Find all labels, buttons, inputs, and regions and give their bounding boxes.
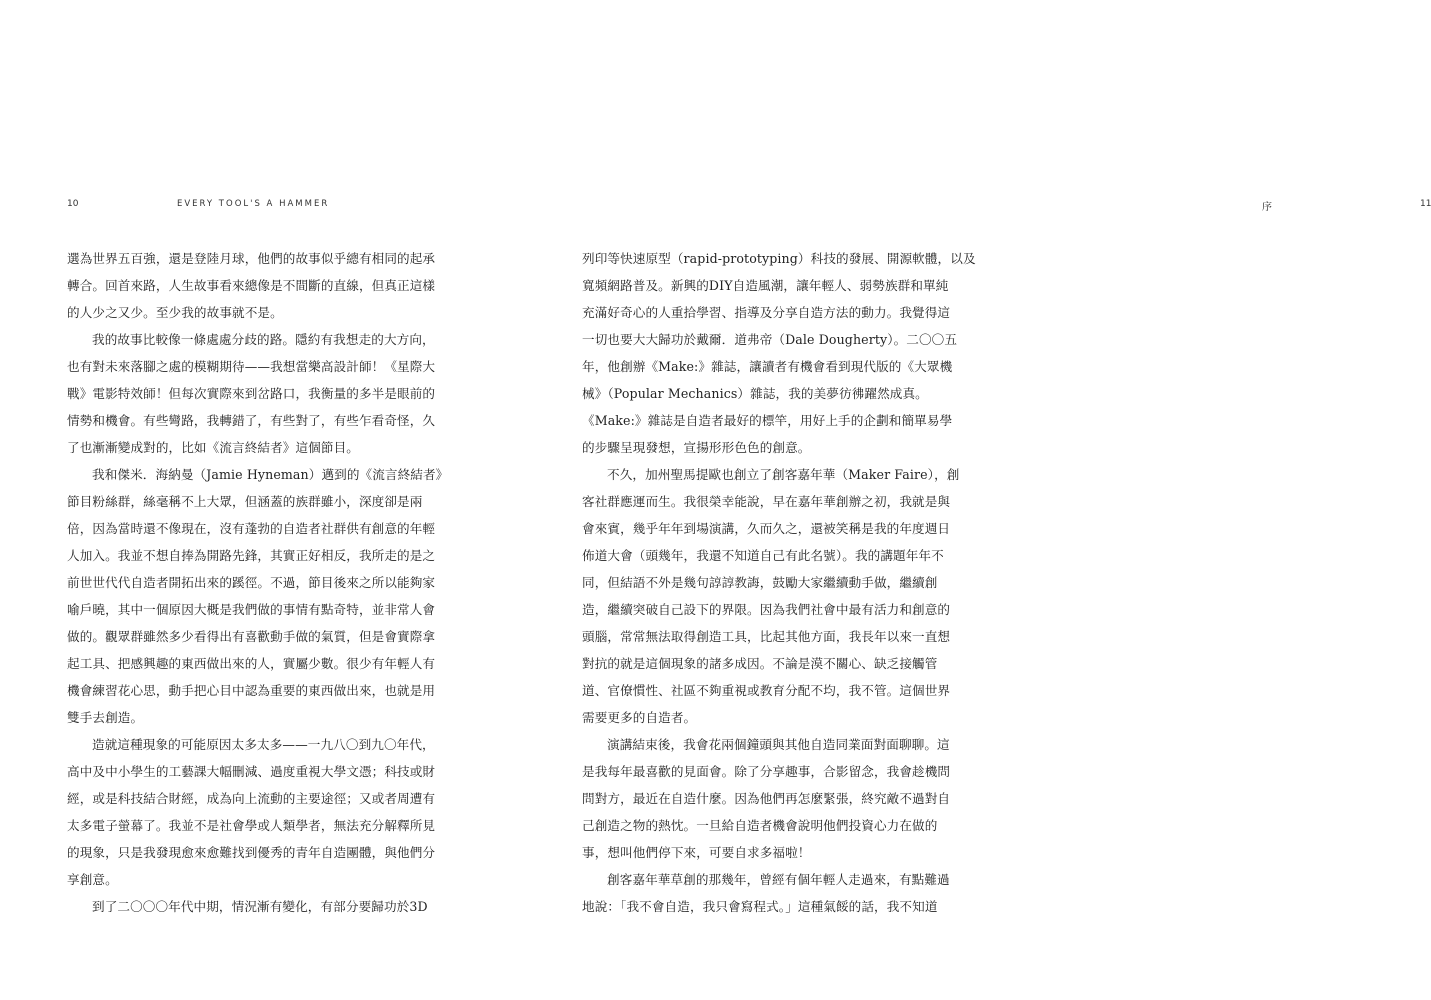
text-line: 械》（Popular Mechanics）雜誌，我的美夢彷彿躍然成真。 <box>582 386 928 401</box>
text-line: 我和傑米．海納曼（Jamie Hyneman）邁到的《流言終結者》 <box>92 467 449 482</box>
text-line: 年，他創辦《Make:》雜誌，讓讀者有機會看到現代版的《大眾機 <box>582 359 953 374</box>
text-line: 也有對未來落腳之處的模糊期待——我想當樂高設計師！《星際大 <box>67 359 436 374</box>
text-line: 雙手去創造。 <box>67 710 144 725</box>
text-line: 的人少之又少。至少我的故事就不是。 <box>67 305 283 320</box>
text-line: 戰》電影特效師！但每次實際來到岔路口，我衡量的多半是眼前的 <box>67 386 436 401</box>
text-line: 己創造之物的熱忱。一旦給自造者機會說明他們投資心力在做的 <box>582 818 938 833</box>
text-line: 需要更多的自造者。 <box>582 710 697 725</box>
text-line: 高中及中小學生的工藝課大幅刪減、過度重視大學文憑；科技或財 <box>67 764 436 779</box>
text-line: 造就這種現象的可能原因太多太多——一九八〇到九〇年代， <box>92 737 435 752</box>
text-line: 前世世代代自造者開拓出來的蹊徑。不過，節目後來之所以能夠家 <box>67 575 436 590</box>
text-line: 充滿好奇心的人重拾學習、指導及分享自造方法的動力。我覺得這 <box>582 305 951 320</box>
text-line: 享創意。 <box>67 872 118 887</box>
right-running-title: 序 <box>1262 202 1272 213</box>
text-line: 做的。觀眾群雖然多少看得出有喜歡動手做的氣質，但是會實際拿 <box>67 629 436 644</box>
right-page <box>500 0 1431 1000</box>
text-line: 對抗的就是這個現象的諸多成因。不論是漠不關心、缺乏接觸管 <box>582 656 938 671</box>
text-line: 選為世界五百強，還是登陸月球，他們的故事似乎總有相同的起承 <box>67 251 436 266</box>
text-line: 情勢和機會。有些彎路，我轉錯了，有些對了，有些乍看奇怪，久 <box>67 413 436 428</box>
left-page-number: 10 <box>67 199 79 209</box>
text-line: 轉合。回首來路，人生故事看來總像是不間斷的直線，但真正這樣 <box>67 278 436 293</box>
text-line: 會來賓，幾乎年年到場演講，久而久之，還被笑稱是我的年度週日 <box>582 521 951 536</box>
text-line: 問對方，最近在自造什麼。因為他們再怎麼緊張，終究敵不過對自 <box>582 791 951 806</box>
left-page <box>0 0 500 1000</box>
text-line: 客社群應運而生。我很榮幸能說，早在嘉年華創辦之初，我就是與 <box>582 494 951 509</box>
text-line: 一切也要大大歸功於戴爾．道弗帝（Dale Dougherty）。二〇〇五 <box>582 332 958 347</box>
text-line: 頭腦，常常無法取得創造工具，比起其他方面，我長年以來一直想 <box>582 629 951 644</box>
text-line: 寬頻網路普及。新興的DIY自造風潮，讓年輕人、弱勢族群和單純 <box>582 278 949 293</box>
text-line: 我的故事比較像一條處處分歧的路。隱約有我想走的大方向， <box>92 332 435 347</box>
left-running-title: EVERY TOOL'S A HAMMER <box>177 199 330 209</box>
text-line: 經，或是科技結合財經，成為向上流動的主要途徑；又或者周遭有 <box>67 791 436 806</box>
text-line: 創客嘉年華草創的那幾年，曾經有個年輕人走過來，有點難過 <box>607 872 950 887</box>
left-body-text <box>67 245 449 920</box>
text-line: 同，但結語不外是幾句諄諄教誨，鼓勵大家繼續動手做，繼續創 <box>582 575 938 590</box>
text-line: 道、官僚慣性、社區不夠重視或教育分配不均，我不管。這個世界 <box>582 683 951 698</box>
text-line: 太多電子螢幕了。我並不是社會學或人類學者，無法充分解釋所見 <box>67 818 436 833</box>
text-line: 是我每年最喜歡的見面會。除了分享趣事，合影留念，我會趁機問 <box>582 764 951 779</box>
text-line: 不久，加州聖馬提歐也創立了創客嘉年華（Maker Faire），創 <box>607 467 960 482</box>
text-line: 節目粉絲群，絲毫稱不上大眾，但涵蓋的族群雖小，深度卻是兩 <box>67 494 423 509</box>
text-line: 造，繼續突破自己設下的界限。因為我們社會中最有活力和創意的 <box>582 602 951 617</box>
text-line: 的步驟呈現發想，宣揚形形色色的創意。 <box>582 440 811 455</box>
text-line: 喻戶曉，其中一個原因大概是我們做的事情有點奇特，並非常人會 <box>67 602 436 617</box>
text-line: 《Make:》雜誌是自造者最好的標竿，用好上手的企劃和簡單易學 <box>582 413 953 428</box>
text-line: 到了二〇〇〇年代中期，情況漸有變化，有部分要歸功於3D <box>92 899 428 914</box>
right-page-number: 11 <box>1420 199 1431 209</box>
text-line: 事，想叫他們停下來，可要自求多福啦！ <box>582 845 811 860</box>
text-line: 倍，因為當時還不像現在，沒有蓬勃的自造者社群供有創意的年輕 <box>67 521 436 536</box>
text-line: 起工具、把感興趣的東西做出來的人，實屬少數。很少有年輕人有 <box>67 656 436 671</box>
text-line: 演講結束後，我會花兩個鐘頭與其他自造同業面對面聊聊。這 <box>607 737 950 752</box>
text-line: 佈道大會（頭幾年，我還不知道自己有此名號）。我的講題年年不 <box>582 548 944 563</box>
text-line: 的現象，只是我發現愈來愈難找到優秀的青年自造團體，與他們分 <box>67 845 436 860</box>
text-line: 人加入。我並不想自捧為開路先鋒，其實正好相反，我所走的是之 <box>67 548 436 563</box>
right-body-text <box>582 245 976 920</box>
text-line: 列印等快速原型（rapid-prototyping）科技的發展、開源軟體，以及 <box>582 251 976 266</box>
text-line: 機會練習花心思，動手把心目中認為重要的東西做出來，也就是用 <box>67 683 436 698</box>
text-line: 地說：「我不會自造，我只會寫程式。」這種氣餒的話，我不知道 <box>582 899 938 914</box>
text-line: 了也漸漸變成對的，比如《流言終結者》這個節目。 <box>67 440 359 455</box>
